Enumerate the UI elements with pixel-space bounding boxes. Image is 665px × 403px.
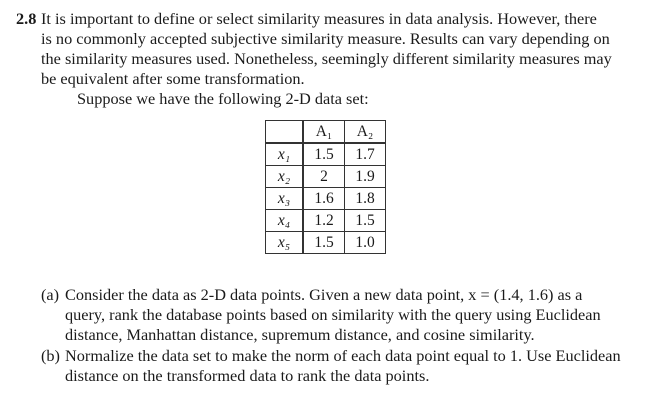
cell-a1: 1.5 (303, 232, 345, 254)
question-line: Consider the data as 2-D data points. Given a new data point, x = (1.4, 1.6) as a (65, 285, 583, 304)
problem-number: 2.8 (16, 9, 37, 28)
table-corner (266, 121, 304, 144)
table-row (266, 166, 386, 188)
question-label: (a) (41, 285, 60, 304)
table-row (266, 143, 386, 166)
question-text (65, 285, 611, 345)
table-row (266, 232, 386, 254)
cell-a2: 1.8 (345, 188, 386, 210)
row-label: x₁ (266, 143, 304, 166)
question-line: distance, Manhattan distance, supremum distance, and cosine similarity. (65, 325, 535, 344)
row-label: x₃ (266, 188, 304, 210)
intro-line: be equivalent after some transformation. (41, 69, 305, 88)
cell-a1: 2 (303, 166, 345, 188)
cell-a2: 1.0 (345, 232, 386, 254)
table-row (266, 188, 386, 210)
question-text (65, 346, 621, 386)
question-line: query, rank the database points based on similarity with the query using Euclidean (65, 305, 601, 324)
data-table (265, 120, 386, 254)
intro-line: is no commonly accepted subjective similarity measure. Results can vary depending on (41, 29, 610, 48)
intro-line: the similarity measures used. Nonetheless, seemingly different similarity measures may (41, 49, 612, 68)
row-label: x₄ (266, 210, 304, 232)
column-header-a1: A₁ (303, 121, 345, 144)
question-line: Normalize the data set to make the norm of each data point equal to 1. Use Euclidean (65, 346, 621, 365)
question-line: distance on the transformed data to rank the data points. (65, 366, 430, 385)
row-label: x₅ (266, 232, 304, 254)
row-label: x₂ (266, 166, 304, 188)
cell-a1: 1.2 (303, 210, 345, 232)
table-header-row (266, 121, 386, 144)
cell-a1: 1.6 (303, 188, 345, 210)
cell-a1: 1.5 (303, 143, 345, 166)
cell-a2: 1.7 (345, 143, 386, 166)
cell-a2: 1.5 (345, 210, 386, 232)
column-header-a2: A₂ (345, 121, 386, 144)
cell-a2: 1.9 (345, 166, 386, 188)
problem-intro (41, 9, 626, 89)
intro-line: It is important to define or select similarity measures in data analysis. However, there (41, 9, 597, 28)
suppose-text: Suppose we have the following 2-D data set: (77, 89, 369, 108)
question-label: (b) (41, 346, 60, 365)
table-row (266, 210, 386, 232)
